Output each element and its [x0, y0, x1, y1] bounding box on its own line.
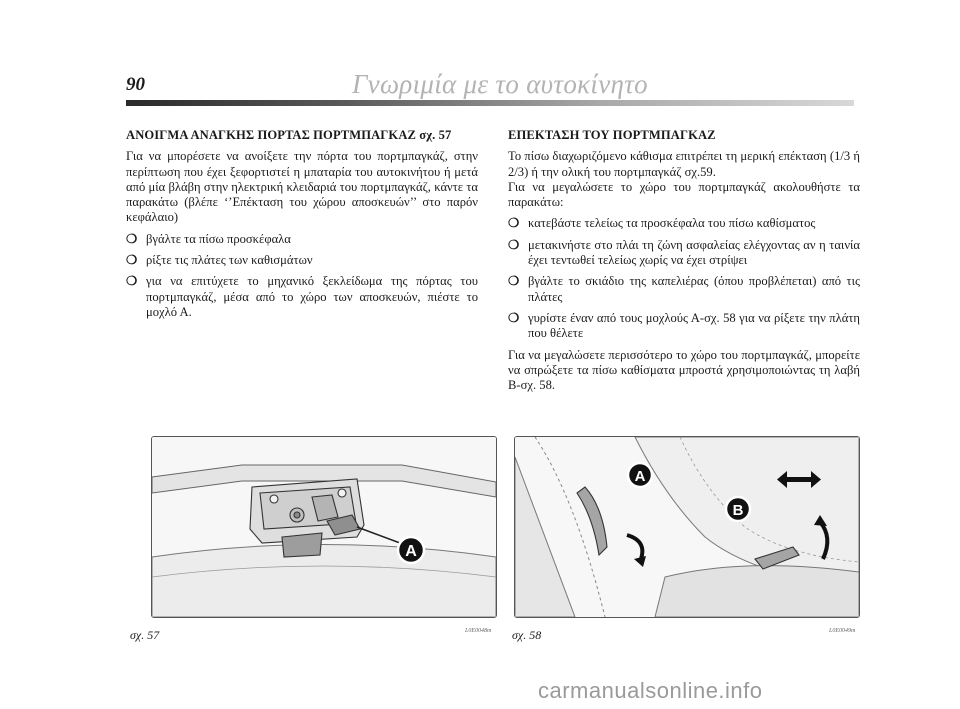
figure-57-caption: σχ. 57: [130, 628, 160, 642]
paragraph-intro: Το πίσω διαχωριζόμενο κάθισμα επιτρέπει τη μερική επέκταση (1/3 ή 2/3) ή την ολική του πορτμπαγκάζ σχ.59.: [508, 149, 860, 179]
paragraph-outro: Για να μεγαλώσετε περισσότερο το χώρο του πορτμπαγκάζ, μπορείτε να σπρώξετε τα πίσω καθίσματα μπροστά χρησιμοποιώντας τη λαβή Β-σχ. 58.: [508, 347, 860, 393]
callout-b-label: B: [732, 502, 744, 519]
section-heading-trunk-expansion: ΕΠΕΚΤΑΣΗ ΤΟΥ ΠΟΡΤΜΠΑΓΚΑΖ: [508, 128, 716, 142]
right-column: [508, 128, 860, 399]
paragraph-instructions: Για να μεγαλώσετε το χώρο του πορτμπαγκάζ ακολουθήστε τα παρακάτω:: [508, 179, 860, 210]
list-item: ❍ ρίξτε τις πλάτες των καθισμάτων: [126, 253, 313, 268]
bullet-list: [508, 216, 860, 341]
bullet-icon: ❍: [508, 274, 520, 289]
figure-57-code: L0E0048m: [465, 628, 492, 634]
bullet-icon: ❍: [508, 310, 520, 325]
figure-58-rear-seat-levers: [514, 436, 860, 618]
bullet-icon: ❍: [508, 216, 520, 231]
list-item: ❍ για να επιτύχετε το μηχανικό ξεκλείδωμα της πόρτας του πορτμπαγκάζ, μέσα από το χώρο των αποσκευών, πιέστε το μοχλό Α.: [126, 274, 478, 319]
rear-seat-illustration: [515, 437, 859, 617]
bullet-list: [126, 232, 478, 320]
figure-58-code: L0E0049m: [829, 628, 856, 634]
list-item: ❍ βγάλτε τα πίσω προσκέφαλα: [126, 231, 291, 246]
left-column: [126, 128, 478, 326]
paragraph-intro: Για να μπορέσετε να ανοίξετε την πόρτα του πορτμπαγκάζ, στην περίπτωση που έχει ξεφορτιστεί η μπαταρία του αυτοκινήτου ή μετά από μία βλάβη στην ηλεκτρική κλειδαριά του πορτμπαγκάζ, κάντε τα παρακάτω (βλέπε ‘’Επέκταση του χώρου αποσκευών’’ στο παρόν κεφάλαιο): [126, 149, 478, 225]
list-item: ❍ μετακινήστε στο πλάι τη ζώνη ασφαλείας ελέγχοντας αν η ταινία έχει τεντωθεί τελείως χωρίς να έχει στρίψει: [508, 237, 860, 268]
list-item: ❍ κατεβάστε τελείως τα προσκέφαλα του πίσω καθίσματος: [508, 216, 816, 231]
bullet-icon: ❍: [126, 274, 138, 289]
header-rule: [126, 100, 854, 106]
watermark: carmanualsonline.info: [538, 678, 763, 703]
page-number: 90: [126, 74, 145, 95]
page-title: Γνωριμία με το αυτοκίνητο: [352, 69, 648, 99]
section-heading-emergency-opening: ΑΝΟΙΓΜΑ ΑΝΑΓΚΗΣ ΠΟΡΤΑΣ ΠΟΡΤΜΠΑΓΚΑΖ σχ. 57: [126, 128, 452, 142]
callout-a-label: A: [634, 468, 646, 485]
trunk-lock-illustration: [152, 437, 496, 617]
figure-58-caption: σχ. 58: [512, 628, 542, 642]
list-item: ❍ βγάλτε το σκιάδιο της καπελιέρας (όπου προβλέπεται) από τις πλάτες: [508, 274, 860, 304]
bullet-icon: ❍: [508, 237, 520, 252]
callout-a-label: A: [405, 543, 417, 560]
bullet-icon: ❍: [126, 253, 138, 268]
bullet-icon: ❍: [126, 231, 138, 246]
list-item: ❍ γυρίστε έναν από τους μοχλούς Α-σχ. 58 για να ρίξετε την πλάτη που θέλετε: [508, 310, 860, 341]
figure-57-trunk-lock: [151, 436, 497, 618]
